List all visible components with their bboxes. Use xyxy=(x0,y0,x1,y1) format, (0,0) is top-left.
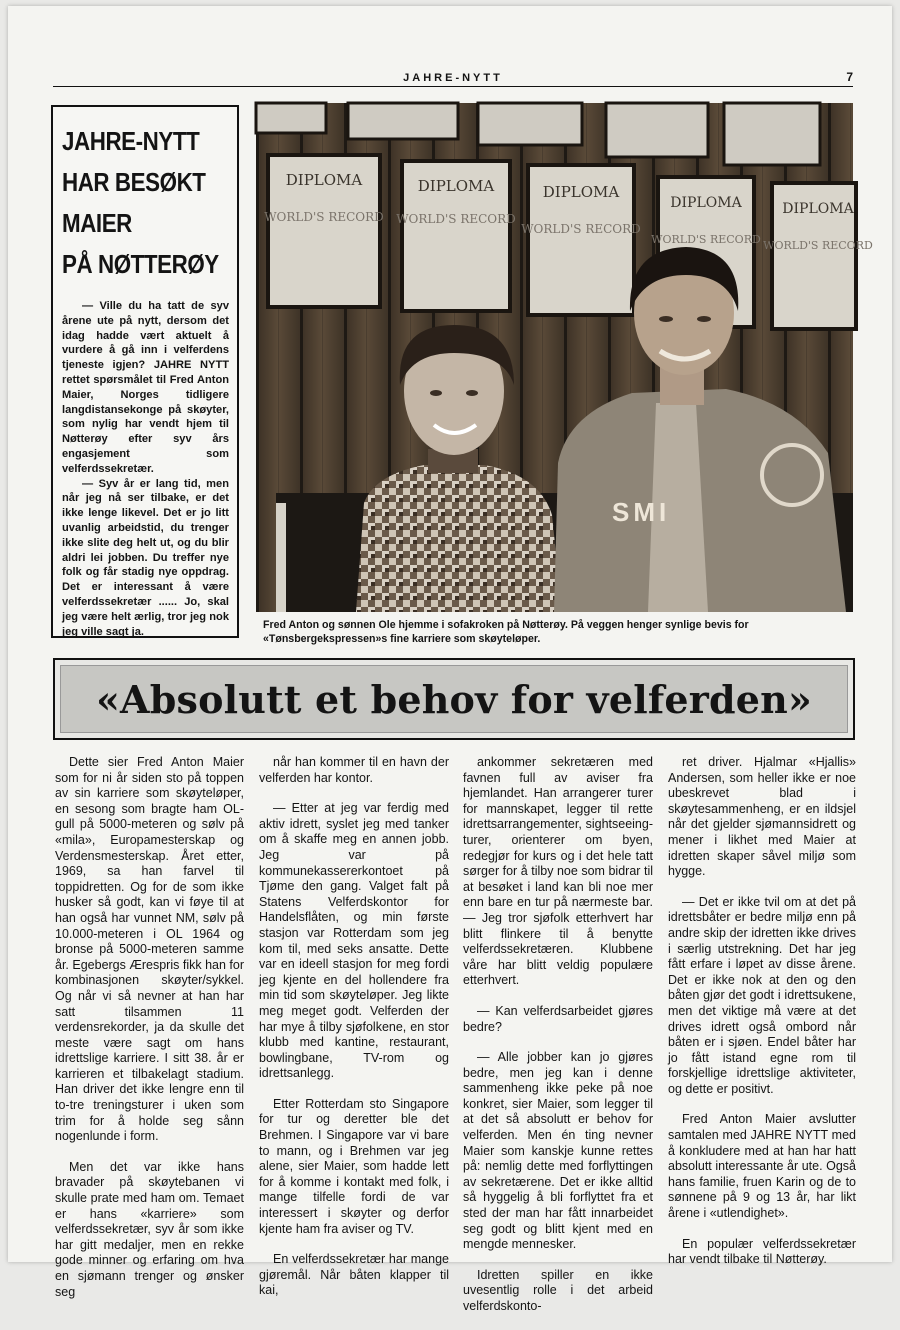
intro-box xyxy=(51,105,239,638)
intro-paragraph: — Ville du ha tatt de syv årene ute på nytt, dersom det idag hadde vært aktuelt å vurdere å gå inn i velferdens tjeneste igjen? JAHRE NYTT rettet spørsmålet til Fred Anton Maier, Norges tidligere langdistansekonge på skøyter, som nylig har vendt hjem til Nøtterøy efter syv års engasjement som velferdssekretær. xyxy=(62,300,229,475)
diploma-title-2: DIPLOMA xyxy=(417,177,495,195)
magazine-page xyxy=(8,6,892,1313)
article-paragraph: Fred Anton Maier avslutter samtalen med JAHRE NYTT med å konkludere med at han har hatt absolutt interessante år ute. Også hans familie, fruen Karin og de to sønnene på 9 og 13 år, har likt årene i «utlendighet». xyxy=(668,1112,856,1221)
photo-illustration xyxy=(256,103,873,612)
article-paragraph: Etter Rotterdam sto Singapore for tur og deretter ble det Brehmen. I Singapore var vi bare to mann, og i Brehmen var jeg alene, sier Maier, som hadde lett for å komme i kontakt med folk, i mange tilfelle fordi de var interessert i skøyter og derfor kjente ham fra aviser og TV. xyxy=(259,1096,449,1236)
diploma-subtitle-2: WORLD'S RECORD xyxy=(396,212,516,226)
photo-father-and-son xyxy=(256,103,873,612)
article-column-1 xyxy=(55,755,244,1315)
intro-heading-line: MAIER xyxy=(62,208,132,238)
article-paragraph: — Kan velferdsarbeidet gjøres bedre? xyxy=(463,1003,653,1034)
article-column-3 xyxy=(463,755,653,1330)
photo-caption: Fred Anton og sønnen Ole hjemme i sofakroken på Nøtterøy. På veggen henger synlige bevis for «Tønsbergekspressen»s fine karriere som skøyteløper. xyxy=(263,619,749,645)
article-paragraph: ankommer sekretæren med favnen full av aviser fra hjemlandet. Han arrangerer turer for mannskapet, legger til rette idrettsarrangementer, sightseeing-turer, orienterer om byen, redegjør for kurs og i det hele tatt sørger for å tilby noe som bidrar til at besøket i land kan bli noe mer enn bare en tur på nærmeste bar. — Jeg tror sjøfolk etterhvert har blitt flinkere til å benytte velferdssekretæren. Klubbene våre har blitt veldig populære etterhvert. xyxy=(463,755,653,988)
article-paragraph: ret driver. Hjalmar «Hjallis» Andersen, som heller ikke er noe ubeskrevet blad i skøytesammenheng, er en ildsjel når det gjelder sjømannsidrett og mener i likhet med Maier at idretten skaper såvel miljø som hygge. xyxy=(668,755,856,879)
article-headline: «Absolutt et behov for velferden» xyxy=(96,676,812,722)
diploma-title-5: DIPLOMA xyxy=(782,201,854,217)
article-paragraph: — Alle jobber kan jo gjøres bedre, men jeg kan i denne sammenheng ikke peke på noe konkret, sier Maier, som legger til at det så absolutt er behov for velferden. Men én ting nevner Maier som kanskje kunne rettes på: nemlig dette med forflyttingen av sekretærene. Det er ikke alltid så hyggelig å bli forflyttet fra et sted der man har fått innarbeidet seg godt og blitt kjent med en mengde mennesker. xyxy=(463,1050,653,1252)
diploma-subtitle-4: WORLD'S RECORD xyxy=(651,233,761,246)
intro-heading xyxy=(62,121,219,285)
article-paragraph: — Det er ikke tvil om at det på idrettsbåter er bedre miljø enn på andre skip der idretten ikke drives i særlig utstrekning. Det har jeg fått erfare i løpet av disse årene. Det er ikke nok at den og den båten gjør det godt i idrettsukene, men det viktige må være at det drives idrett også ombord når båten er i sjøen. Endel båter har jo fått istand egne rom til forskjellige idrettslige aktiviteter, og dette er positivt. xyxy=(668,894,856,1096)
diploma-title-3: DIPLOMA xyxy=(542,183,620,201)
diploma-subtitle-5: WORLD'S RECORD xyxy=(763,239,873,252)
diploma-frame-2 xyxy=(396,161,516,311)
article-column-2 xyxy=(259,755,449,1314)
headline-banner-inner xyxy=(60,665,848,733)
article-paragraph: når han kommer til en havn der velferden har kontor. xyxy=(259,755,449,785)
diploma-frame-1 xyxy=(264,155,384,307)
intro-paragraph: — Syv år er lang tid, men når jeg nå ser tilbake, er det ikke lenge likevel. Det er jo litt uvanlig arbeidstid, du trenger ikke slite deg helt ut, og du blir aldri lei jobben. Du treffer nye folk og får stadig nye oppdrag. Det er interessant å være velferdssekretær ...... Jo, skal jeg være helt ærlig, tror jeg nok jeg ville sagt ja. xyxy=(62,477,229,638)
intro-heading-line: HAR BESØKT xyxy=(62,167,206,197)
page-number: 7 xyxy=(846,70,853,84)
intro-heading-line: PÅ NØTTERØY xyxy=(62,249,219,279)
article-paragraph: — Etter at jeg var ferdig med aktiv idrett, syslet jeg med tanker om å skaffe meg en annen jobb. Jeg var på kommunekassererkontoet på Tjøme den gang. Valget falt på Statens Velferdskontor for Handelsflåten, og min første stasjon var Rotterdam som jeg kom til, med seks ansatte. Dette var en ideell stasjon for meg fordi jeg kjente en del hollendere fra min tid som skøyteløper. Jeg likte meg meget godt. Velferden der har mye å tilby sjøfolkene, en stor klubb med kantine, restaurant, bowlingbane, TV-rom og idrettsanlegg. xyxy=(259,801,449,1081)
diploma-frame-5 xyxy=(763,183,873,329)
publication-title: JAHRE-NYTT xyxy=(403,72,503,84)
diploma-subtitle-1: WORLD'S RECORD xyxy=(264,210,384,224)
diploma-title-4: DIPLOMA xyxy=(670,195,742,211)
diploma-title-1: DIPLOMA xyxy=(285,171,363,189)
article-column-4 xyxy=(668,755,856,1283)
diploma-frame-3 xyxy=(521,165,641,315)
diploma-subtitle-3: WORLD'S RECORD xyxy=(521,222,641,236)
article-paragraph: En velferdssekretær har mange gjøremål. Når båten klapper til kai, xyxy=(259,1252,449,1298)
article-paragraph: Men det var ikke hans bravader på skøytebanen vi skulle prate med ham om. Temaet er hans «karriere» som velferdssekretær, syv år som ikke har gitt medaljer, men en rekke gode minner og erfaring om hva en sjømann trenger og ønsker seg xyxy=(55,1159,244,1299)
intro-heading-line: JAHRE-NYTT xyxy=(62,126,200,156)
headline-banner xyxy=(53,658,855,740)
article-paragraph: Idretten spiller en ikke uvesentlig rolle i det arbeid velferdskonto- xyxy=(463,1267,653,1313)
running-header xyxy=(53,72,853,87)
jacket-lettering: SMI xyxy=(612,497,671,527)
article-paragraph: En populær velferdssekretær har vendt tilbake til Nøtterøy. xyxy=(668,1236,856,1267)
article-paragraph: Dette sier Fred Anton Maier som for ni år siden sto på toppen av sin karriere som skøyteløper, en sesong som bragte ham OL-gull på 5000-meteren og sølv på «mila», Europamesterskap og Verdensmesterskap. Året etter, 1969, sa han farvel til toppidretten. Og for de som ikke husker så godt, kan vi føye til at han også har vunnet NM, sølv på 10.000-meteren i OL 1964 og bronse på 5000-meteren samme år. Egebergs Ærespris fikk han for kombinasjonen skøyter/sykkel. Og når vi så nevner at han har satt tilsammen 11 verdensrekorder, ja da skulle det meste være sagt om hans idrettslige karriere. I sitt 38. år er karrieren et tilbakelagt stadium. Han driver det ikke lengre enn til to-tre treningsturer i uken som trim for å holde seg sånn nogenlunde i form. xyxy=(55,755,244,1144)
